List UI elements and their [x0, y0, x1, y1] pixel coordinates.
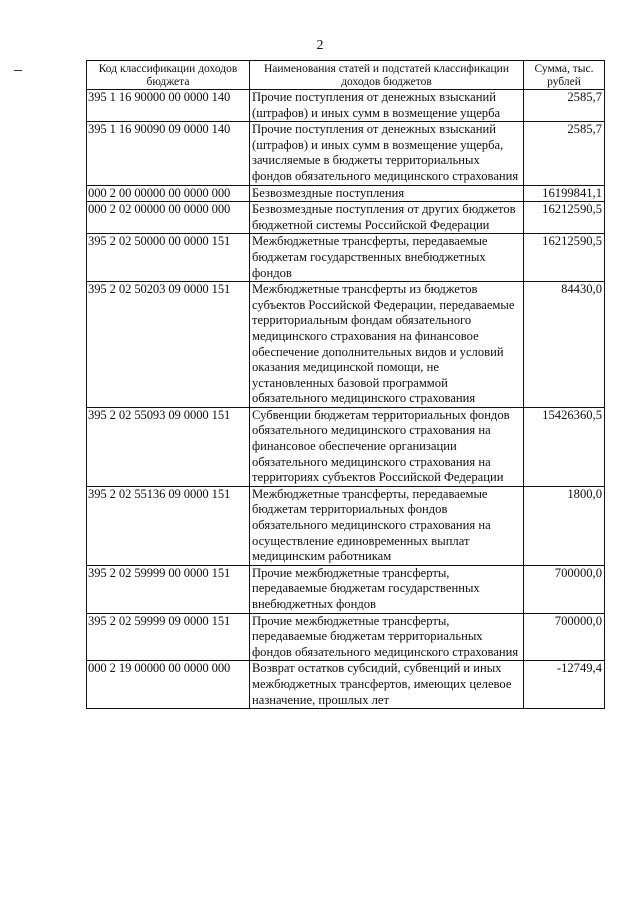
row-code: 395 2 02 59999 00 0000 151 [87, 565, 250, 613]
table-row [87, 407, 605, 486]
row-name: Межбюджетные трансферты, передаваемые бюджетам территориальных фондов обязательного медицинского страхования на осуществление единовременных выплат медицинским работникам [250, 486, 524, 565]
row-sum: 1800,0 [524, 486, 605, 565]
row-sum: 16212590,5 [524, 202, 605, 234]
row-code: 000 2 19 00000 00 0000 000 [87, 661, 250, 709]
header-name: Наименования статей и подстатей классификации доходов бюджетов [250, 61, 524, 90]
row-code: 395 2 02 55093 09 0000 151 [87, 407, 250, 486]
margin-mark [14, 70, 22, 71]
row-name: Безвозмездные поступления [250, 185, 524, 202]
row-name: Субвенции бюджетам территориальных фондов обязательного медицинского страхования на финансовое обеспечение организации обязательного медицинского страхования на территориях субъектов Российской Федерации [250, 407, 524, 486]
row-sum: 16199841,1 [524, 185, 605, 202]
page-number: 2 [316, 38, 324, 53]
row-name: Прочие поступления от денежных взысканий (штрафов) и иных сумм в возмещение ущерба, зачисляемые в бюджеты территориальных фондов обязательного медицинского страхования [250, 122, 524, 185]
header-code: Код классификации доходов бюджета [87, 61, 250, 90]
row-code: 395 1 16 90000 00 0000 140 [87, 90, 250, 122]
table-row [87, 565, 605, 613]
row-sum: 16212590,5 [524, 234, 605, 282]
row-code: 395 1 16 90090 09 0000 140 [87, 122, 250, 185]
header-sum: Сумма, тыс. рублей [524, 61, 605, 90]
row-name: Прочие межбюджетные трансферты, передаваемые бюджетам территориальных фондов обязательного медицинского страхования [250, 613, 524, 661]
table-row [87, 234, 605, 282]
row-code: 395 2 02 59999 09 0000 151 [87, 613, 250, 661]
row-name: Межбюджетные трансферты из бюджетов субъектов Российской Федерации, передаваемые территориальным фондам обязательного медицинского страхования на финансовое обеспечение дополнительных видов и условий оказания медицинской помощи, не установленных базовой программой обязательного медицинского страхования [250, 282, 524, 408]
row-sum: 15426360,5 [524, 407, 605, 486]
row-code: 395 2 02 50000 00 0000 151 [87, 234, 250, 282]
row-name: Прочие межбюджетные трансферты, передаваемые бюджетам государственных внебюджетных фондов [250, 565, 524, 613]
budget-revenue-table [86, 60, 605, 709]
table-row [87, 613, 605, 661]
table-header-row [87, 61, 605, 90]
row-name: Прочие поступления от денежных взысканий (штрафов) и иных сумм в возмещение ущерба [250, 90, 524, 122]
table-row [87, 486, 605, 565]
row-sum: 700000,0 [524, 565, 605, 613]
row-code: 395 2 02 55136 09 0000 151 [87, 486, 250, 565]
row-name: Безвозмездные поступления от других бюджетов бюджетной системы Российской Федерации [250, 202, 524, 234]
row-sum: 2585,7 [524, 90, 605, 122]
row-name: Межбюджетные трансферты, передаваемые бюджетам государственных внебюджетных фондов [250, 234, 524, 282]
table-row [87, 185, 605, 202]
table-row [87, 282, 605, 408]
table-row [87, 661, 605, 709]
row-code: 395 2 02 50203 09 0000 151 [87, 282, 250, 408]
row-code: 000 2 02 00000 00 0000 000 [87, 202, 250, 234]
table-row [87, 90, 605, 122]
row-name: Возврат остатков субсидий, субвенций и иных межбюджетных трансфертов, имеющих целевое назначение, прошлых лет [250, 661, 524, 709]
row-sum: 2585,7 [524, 122, 605, 185]
row-sum: -12749,4 [524, 661, 605, 709]
table-row [87, 122, 605, 185]
row-sum: 84430,0 [524, 282, 605, 408]
row-code: 000 2 00 00000 00 0000 000 [87, 185, 250, 202]
row-sum: 700000,0 [524, 613, 605, 661]
table-row [87, 202, 605, 234]
